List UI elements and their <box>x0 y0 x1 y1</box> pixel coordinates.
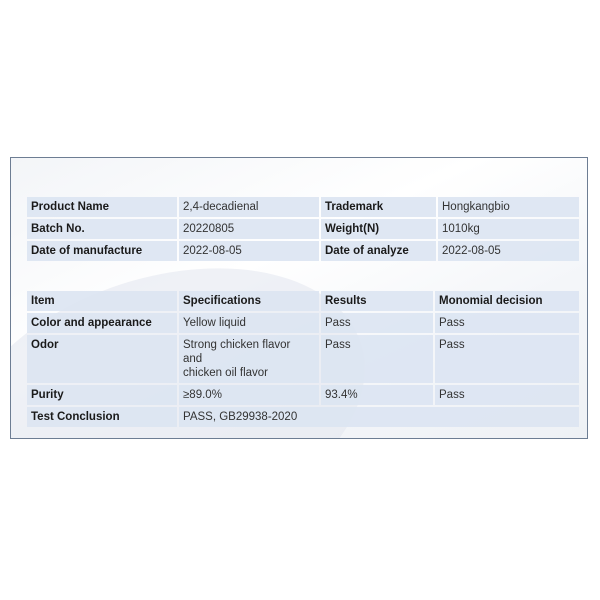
row-item: Odor <box>27 335 177 383</box>
row-result: Pass <box>321 335 433 383</box>
spec-line: chicken oil flavor <box>183 367 269 379</box>
trademark-value: Hongkangbio <box>438 197 579 217</box>
manufacture-date-label: Date of manufacture <box>27 241 177 261</box>
test-results-table <box>25 289 581 429</box>
row-result: Pass <box>321 313 433 333</box>
header-item: Item <box>27 291 177 311</box>
header-results: Results <box>321 291 433 311</box>
batch-label: Batch No. <box>27 219 177 239</box>
trademark-label: Trademark <box>321 197 436 217</box>
table-row <box>27 335 579 383</box>
row-spec: Yellow liquid <box>179 313 319 333</box>
row-item: Purity <box>27 385 177 405</box>
product-name-value: 2,4-decadienal <box>179 197 319 217</box>
analyze-date-label: Date of analyze <box>321 241 436 261</box>
spec-line: and <box>183 353 203 365</box>
conclusion-label: Test Conclusion <box>27 407 177 427</box>
results-header-row <box>27 291 579 311</box>
analyze-date-value: 2022-08-05 <box>438 241 579 261</box>
info-row <box>27 219 579 239</box>
manufacture-date-value: 2022-08-05 <box>179 241 319 261</box>
row-spec: ≥89.0% <box>179 385 319 405</box>
row-decision: Pass <box>435 335 579 383</box>
weight-value: 1010kg <box>438 219 579 239</box>
row-result: 93.4% <box>321 385 433 405</box>
weight-label: Weight(N) <box>321 219 436 239</box>
conclusion-row <box>27 407 579 427</box>
table-row <box>27 313 579 333</box>
row-decision: Pass <box>435 313 579 333</box>
certificate-panel <box>10 157 588 439</box>
conclusion-value: PASS, GB29938-2020 <box>179 407 579 427</box>
row-decision: Pass <box>435 385 579 405</box>
row-item: Color and appearance <box>27 313 177 333</box>
product-name-label: Product Name <box>27 197 177 217</box>
info-row <box>27 197 579 217</box>
batch-value: 20220805 <box>179 219 319 239</box>
table-row <box>27 385 579 405</box>
info-row <box>27 241 579 261</box>
product-info-table <box>25 195 581 263</box>
header-monomial-decision: Monomial decision <box>435 291 579 311</box>
header-specifications: Specifications <box>179 291 319 311</box>
spec-line: Strong chicken flavor <box>183 339 291 351</box>
row-spec <box>179 335 319 383</box>
